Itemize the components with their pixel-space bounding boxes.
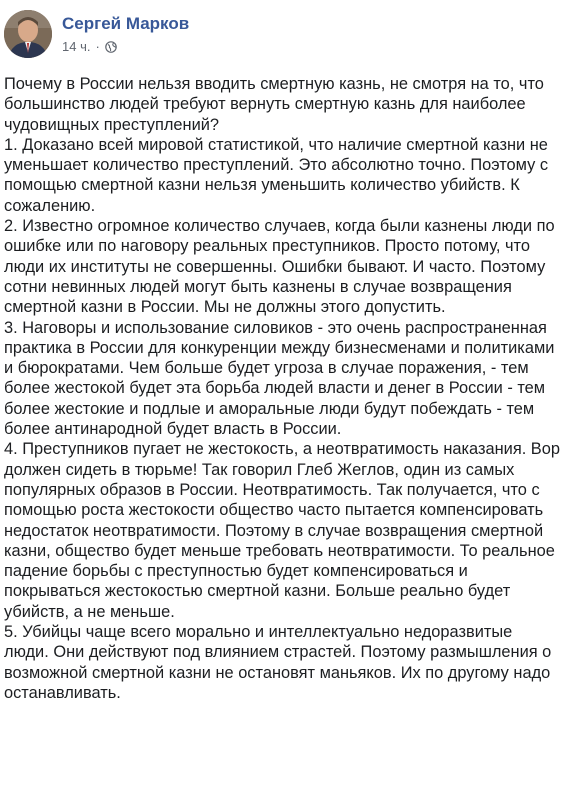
post-text-line: 1. Доказано всей мировой статистикой, что наличие смертной казни не: [4, 135, 548, 154]
globe-icon[interactable]: [105, 41, 117, 53]
post-text-line: ошибке или по наговору реальных преступников. Просто потому, что: [4, 237, 530, 256]
post-text-line: более жестокие и подлые и аморальные люди будут побеждать - тем: [4, 399, 535, 418]
post-text-line: смертной казни в России. Мы не должны этого допустить.: [4, 298, 446, 317]
post-text-line: 3. Наговоры и использование силовиков - это очень распространенная: [4, 318, 547, 337]
avatar-photo-icon: [4, 10, 52, 58]
post-text-line: помощью роста жестокости общество часто пытается компенсировать: [4, 501, 544, 520]
post-body: [4, 74, 582, 703]
post-text-line: чудовищных преступлений?: [4, 115, 220, 134]
post-text-line: возможной смертной казни не остановят маньяков. Их по другому надо: [4, 663, 551, 682]
post-text-line: 2. Известно огромное количество случаев, когда были казнены люди по: [4, 217, 555, 236]
separator-dot: ·: [95, 39, 100, 54]
post-subline: [62, 39, 189, 55]
post-text-line: останавливать.: [4, 683, 121, 702]
post-text-line: должен сидеть в тюрьме! Так говорил Глеб Жеглов, один из самых: [4, 460, 515, 479]
post-text-line: популярных образов в России. Неотвратимость. Так получается, что с: [4, 480, 540, 499]
post-text-line: падение борьбы с преступностью будет компенсироваться и: [4, 562, 468, 581]
post-text-line: более жестокой будет эта борьба людей власти и денег в России - тем: [4, 379, 546, 398]
post-text-line: сотни невинных людей могут быть казнены в случае возвращения: [4, 277, 512, 296]
post-text-line: Почему в России нельзя вводить смертную казнь, не смотря на то, что: [4, 75, 544, 93]
post-text-line: уменьшает количество преступлений. Это абсолютно точно. Поэтому с: [4, 156, 549, 175]
post-text-line: убийств, а не меньше.: [4, 602, 175, 621]
post-text-line: более антинародной будет власть в России.: [4, 420, 342, 439]
post-timestamp[interactable]: 14 ч.: [62, 39, 91, 54]
post-text-line: и бюрократами. Чем больше будет угроза в случае поражения, - тем: [4, 359, 529, 378]
post-text-line: практика в России для конкуренции между бизнесменами и политиками: [4, 338, 555, 357]
post-text-line: казни, общество будет меньше требовать неотвратимости. То реальное: [4, 541, 555, 560]
post-text-line: люди. Они действуют под влиянием страстей. Поэтому размышления о: [4, 643, 552, 662]
post-text-line: 5. Убийцы чаще всего морально и интеллектуально недоразвитые: [4, 623, 513, 642]
author-name-link[interactable]: Сергей Марков: [62, 14, 190, 33]
post-header: [4, 8, 189, 60]
post-text-line: люди их институты не совершенны. Ошибки бывают. И часто. Поэтому: [4, 257, 546, 276]
post-text-line: 4. Преступников пугает не жестокость, а неотвратимость наказания. Вор: [4, 440, 560, 459]
post-text-line: покрываться жестокостью смертной казни. Больше реально будет: [4, 582, 511, 601]
post-meta: [62, 8, 189, 55]
author-avatar[interactable]: [4, 10, 52, 58]
post-text-line: недостаток неотвратимости. Поэтому в случае возвращения смертной: [4, 521, 544, 540]
post-text-line: большинство людей требуют вернуть смертную казнь для наиболее: [4, 95, 526, 114]
post-text-line: помощью смертной казни нельзя уменьшить количество убийств. К: [4, 176, 520, 195]
post-text-line: сожалению.: [4, 196, 96, 215]
